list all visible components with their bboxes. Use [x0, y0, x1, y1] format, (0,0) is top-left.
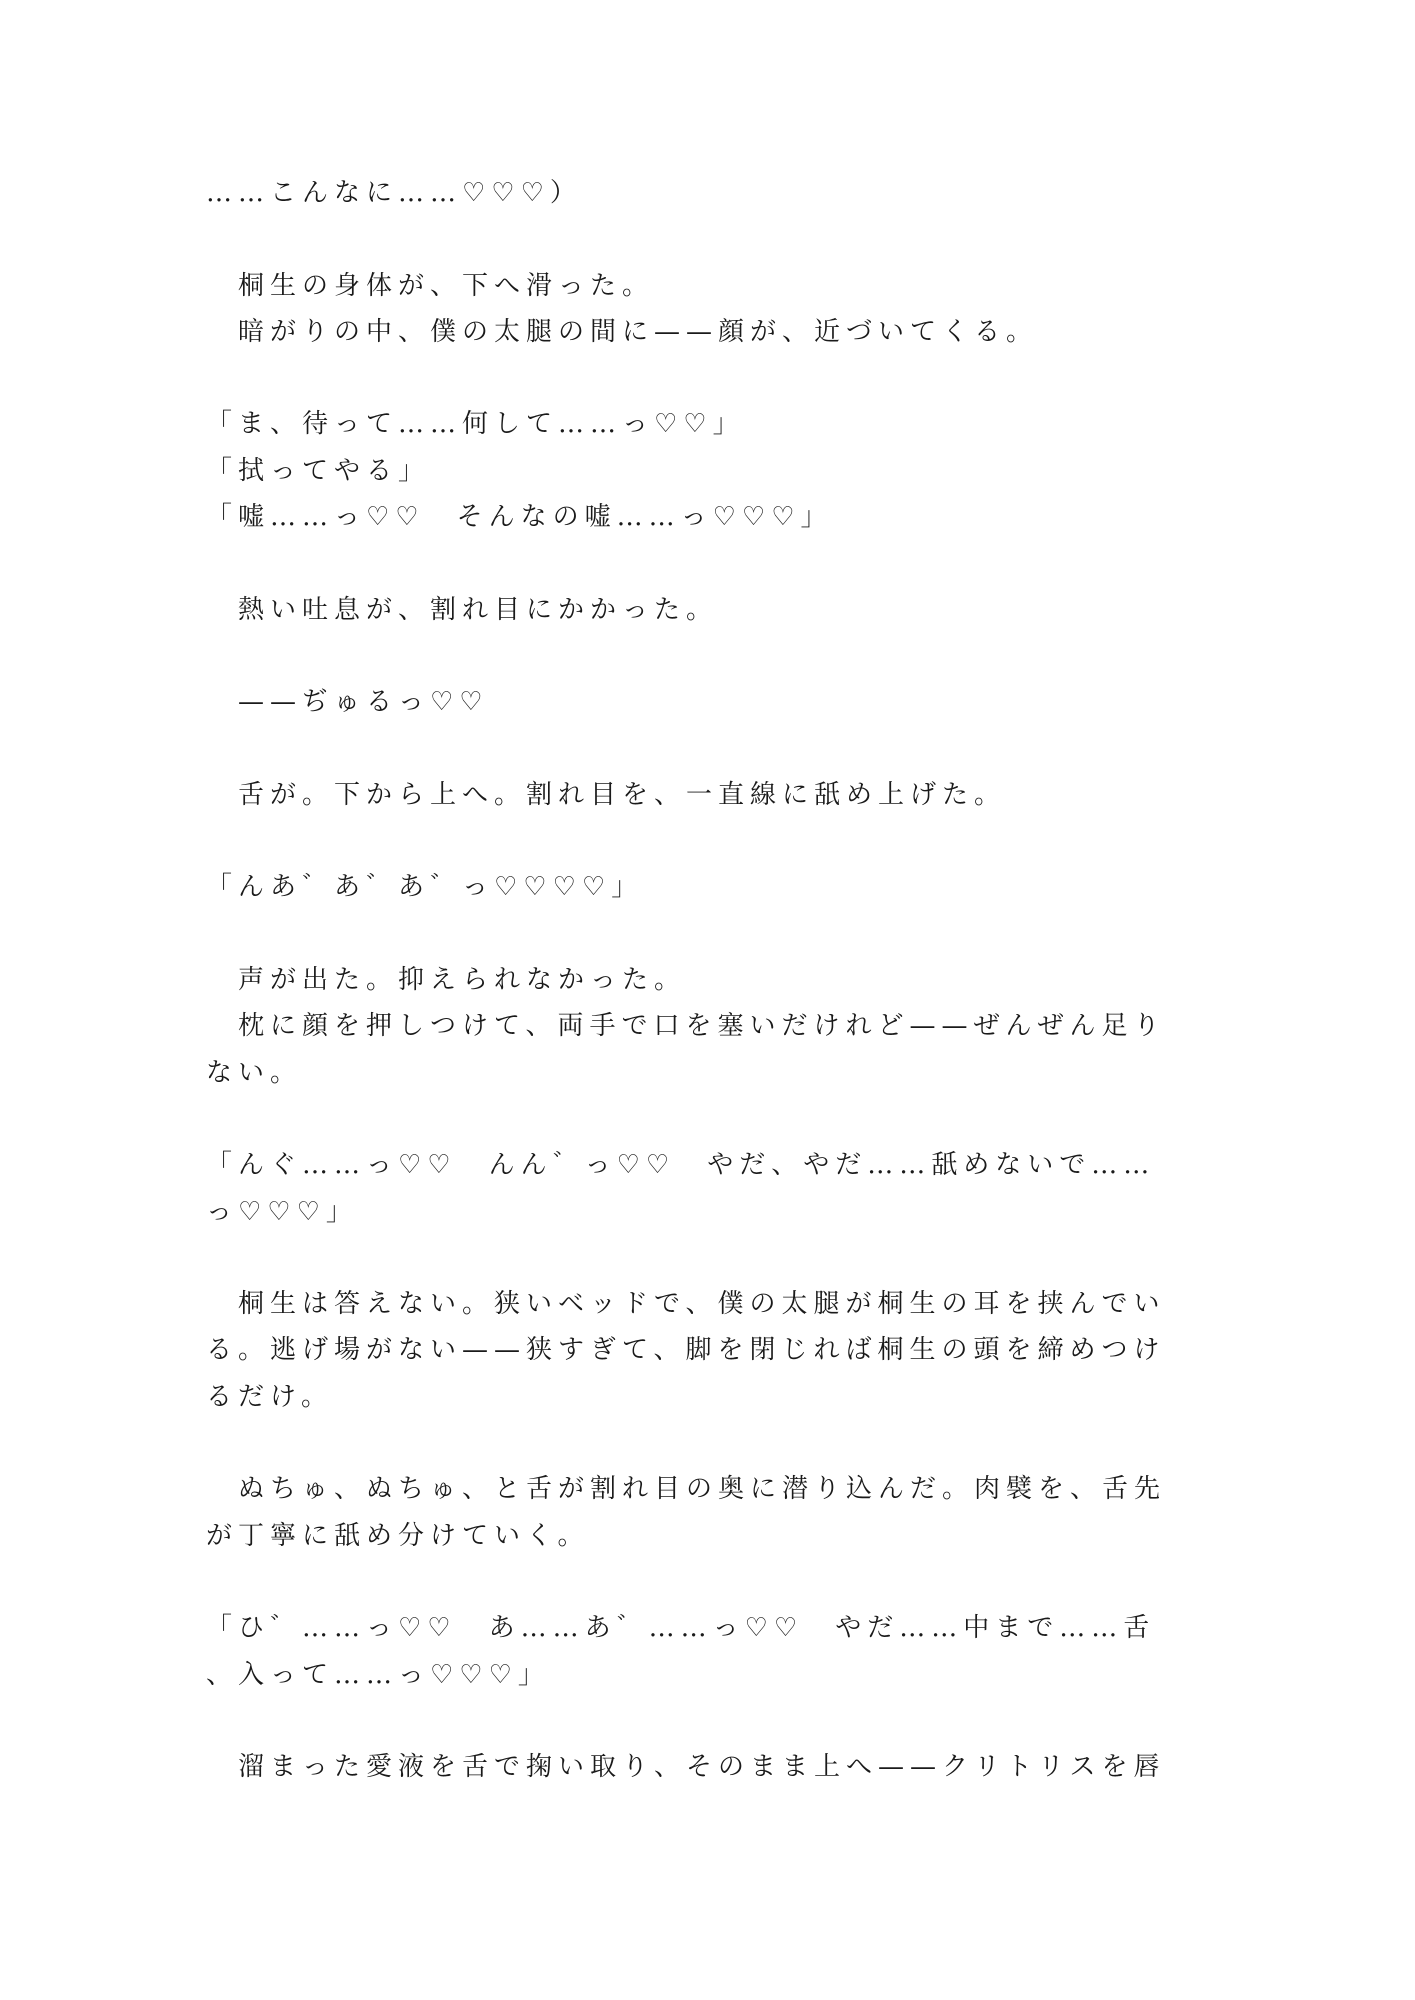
blank-line: [206, 1096, 1206, 1142]
document-page: [206, 170, 1206, 1790]
text-line: るだけ。: [206, 1381, 333, 1412]
text-line: 「拭ってやる」: [206, 455, 431, 486]
text-line: 熱い吐息が、割れ目にかかった。: [206, 594, 719, 625]
text-line: 「ま、待って……何して……っ♡♡」: [206, 409, 745, 440]
text-line: 、入って……っ♡♡♡」: [206, 1659, 550, 1690]
text-line: 桐生は答えない。狭いベッドで、僕の太腿が桐生の耳を挟んでい: [206, 1289, 1166, 1320]
text-line: ——ぢゅるっ♡♡: [206, 687, 489, 718]
text-line: ぬちゅ、ぬちゅ、と舌が割れ目の奥に潜り込んだ。肉襞を、舌先: [206, 1474, 1167, 1505]
blank-line: [206, 216, 1206, 262]
text-line: が丁寧に舐め分けていく。: [206, 1520, 590, 1551]
blank-line: [206, 818, 1206, 864]
blank-line: [206, 633, 1206, 679]
text-line: っ♡♡♡」: [206, 1196, 358, 1227]
blank-line: [206, 355, 1206, 401]
blank-line: [206, 1559, 1206, 1605]
blank-line: [206, 540, 1206, 586]
text-line: 暗がりの中、僕の太腿の間に——顔が、近づいてくる。: [206, 316, 1039, 347]
text-line: 「んぐ……っ♡♡ んん゛っ♡♡ やだ、やだ……舐めないで……: [206, 1150, 1156, 1181]
text-line: 枕に顔を押しつけて、両手で口を塞いだけれど——ぜんぜん足り: [206, 1011, 1166, 1042]
text-line: 舌が。下から上へ。割れ目を、一直線に舐め上げた。: [206, 779, 1007, 810]
text-line: 「んあ゛あ゛あ゛っ♡♡♡♡」: [206, 872, 644, 903]
text-line: る。逃げ場がない——狭すぎて、脚を閉じれば桐生の頭を締めつけ: [206, 1335, 1166, 1366]
text-line: ……こんなに……♡♡♡）: [206, 178, 582, 208]
blank-line: [206, 1235, 1206, 1281]
blank-line: [206, 911, 1206, 957]
blank-line: [206, 726, 1206, 772]
text-line: ない。: [206, 1057, 303, 1088]
blank-line: [206, 1420, 1206, 1466]
text-line: 「嘘……っ♡♡ そんなの嘘……っ♡♡♡」: [206, 502, 833, 533]
text-line: 溜まった愛液を舌で掬い取り、そのまま上へ——クリトリスを唇: [206, 1752, 1166, 1783]
text-line: 声が出た。抑えられなかった。: [206, 965, 687, 996]
blank-line: [206, 1698, 1206, 1744]
text-line: 「ひ゛……っ♡♡ あ……あ゛……っ♡♡ やだ……中まで……舌: [206, 1613, 1156, 1644]
text-line: 桐生の身体が、下へ滑った。: [206, 270, 655, 301]
